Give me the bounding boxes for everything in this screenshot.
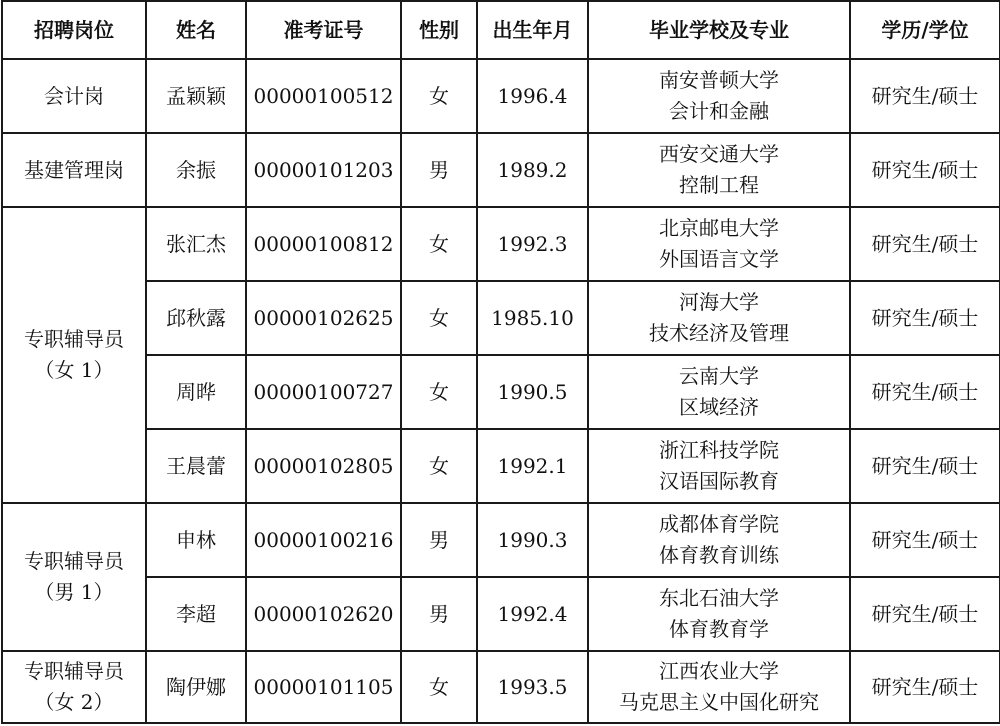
degree-cell: 研究生/硕士 bbox=[850, 503, 1000, 577]
position-cell bbox=[2, 133, 146, 207]
school-line: 成都体育学院 bbox=[659, 512, 779, 536]
header-degree: 学历/学位 bbox=[850, 1, 1000, 59]
birth-cell: 1992.4 bbox=[477, 577, 588, 651]
school-line: 云南大学 bbox=[679, 364, 759, 388]
birth-cell: 1993.5 bbox=[477, 651, 588, 723]
header-birth: 出生年月 bbox=[477, 1, 588, 59]
table-row bbox=[2, 281, 1000, 355]
school-major-cell bbox=[588, 429, 850, 503]
gender-cell: 女 bbox=[401, 355, 477, 429]
gender-cell: 男 bbox=[401, 503, 477, 577]
exam-id-cell: 00000100512 bbox=[246, 59, 401, 133]
school-line: 江西农业大学 bbox=[659, 659, 779, 683]
major-line: 马克思主义中国化研究 bbox=[619, 690, 819, 714]
gender-cell: 女 bbox=[401, 281, 477, 355]
name-cell: 余振 bbox=[146, 133, 246, 207]
position-line: 会计岗 bbox=[44, 83, 104, 108]
name-cell: 王晨蕾 bbox=[146, 429, 246, 503]
table-row bbox=[2, 651, 1000, 723]
gender-cell: 男 bbox=[401, 133, 477, 207]
degree-cell: 研究生/硕士 bbox=[850, 651, 1000, 723]
exam-id-cell: 00000102805 bbox=[246, 429, 401, 503]
degree-cell: 研究生/硕士 bbox=[850, 59, 1000, 133]
position-line: （男 1） bbox=[34, 580, 114, 604]
exam-id-cell: 00000100812 bbox=[246, 207, 401, 281]
school-line: 东北石油大学 bbox=[659, 586, 779, 610]
gender-cell: 女 bbox=[401, 429, 477, 503]
position-cell bbox=[2, 503, 146, 651]
degree-cell: 研究生/硕士 bbox=[850, 429, 1000, 503]
major-line: 体育教育学 bbox=[669, 617, 769, 641]
major-line: 汉语国际教育 bbox=[659, 469, 779, 493]
gender-cell: 女 bbox=[401, 651, 477, 723]
header-position: 招聘岗位 bbox=[2, 1, 146, 59]
header-school-major: 毕业学校及专业 bbox=[588, 1, 850, 59]
birth-cell: 1992.3 bbox=[477, 207, 588, 281]
name-cell: 张汇杰 bbox=[146, 207, 246, 281]
school-major-cell bbox=[588, 355, 850, 429]
name-cell: 孟颖颖 bbox=[146, 59, 246, 133]
birth-cell: 1996.4 bbox=[477, 59, 588, 133]
degree-cell: 研究生/硕士 bbox=[850, 281, 1000, 355]
table-row bbox=[2, 207, 1000, 281]
position-line: 专职辅导员 bbox=[24, 659, 124, 683]
table-row bbox=[2, 355, 1000, 429]
position-line: 专职辅导员 bbox=[24, 327, 124, 351]
exam-id-cell: 00000101203 bbox=[246, 133, 401, 207]
major-line: 技术经济及管理 bbox=[649, 321, 789, 345]
position-cell bbox=[2, 207, 146, 503]
degree-cell: 研究生/硕士 bbox=[850, 577, 1000, 651]
name-cell: 申林 bbox=[146, 503, 246, 577]
position-line: （女 2） bbox=[34, 690, 114, 714]
degree-cell: 研究生/硕士 bbox=[850, 355, 1000, 429]
school-line: 北京邮电大学 bbox=[659, 216, 779, 240]
school-major-cell bbox=[588, 503, 850, 577]
school-line: 西安交通大学 bbox=[659, 142, 779, 166]
major-line: 外国语言文学 bbox=[659, 247, 779, 271]
exam-id-cell: 00000102620 bbox=[246, 577, 401, 651]
position-line: （女 1） bbox=[34, 358, 114, 382]
birth-cell: 1989.2 bbox=[477, 133, 588, 207]
birth-cell: 1992.1 bbox=[477, 429, 588, 503]
school-line: 南安普顿大学 bbox=[659, 68, 779, 92]
degree-cell: 研究生/硕士 bbox=[850, 133, 1000, 207]
table-row bbox=[2, 59, 1000, 133]
birth-cell: 1985.10 bbox=[477, 281, 588, 355]
gender-cell: 女 bbox=[401, 207, 477, 281]
position-line: 基建管理岗 bbox=[24, 157, 124, 182]
school-major-cell bbox=[588, 133, 850, 207]
school-line: 河海大学 bbox=[679, 290, 759, 314]
header-row bbox=[2, 1, 1000, 59]
major-line: 区域经济 bbox=[679, 395, 759, 419]
name-cell: 李超 bbox=[146, 577, 246, 651]
exam-id-cell: 00000101105 bbox=[246, 651, 401, 723]
major-line: 体育教育训练 bbox=[659, 543, 779, 567]
exam-id-cell: 00000100727 bbox=[246, 355, 401, 429]
school-major-cell bbox=[588, 281, 850, 355]
position-cell bbox=[2, 651, 146, 723]
exam-id-cell: 00000100216 bbox=[246, 503, 401, 577]
gender-cell: 男 bbox=[401, 577, 477, 651]
position-line: 专职辅导员 bbox=[24, 549, 124, 573]
position-cell bbox=[2, 59, 146, 133]
gender-cell: 女 bbox=[401, 59, 477, 133]
name-cell: 周晔 bbox=[146, 355, 246, 429]
exam-id-cell: 00000102625 bbox=[246, 281, 401, 355]
school-major-cell bbox=[588, 59, 850, 133]
major-line: 控制工程 bbox=[679, 173, 759, 197]
school-major-cell bbox=[588, 207, 850, 281]
table-row bbox=[2, 133, 1000, 207]
header-exam-id: 准考证号 bbox=[246, 1, 401, 59]
school-major-cell bbox=[588, 651, 850, 723]
table-row bbox=[2, 577, 1000, 651]
candidate-table bbox=[1, 0, 1000, 724]
school-line: 浙江科技学院 bbox=[659, 438, 779, 462]
table-row bbox=[2, 503, 1000, 577]
header-gender: 性别 bbox=[401, 1, 477, 59]
school-major-cell bbox=[588, 577, 850, 651]
header-name: 姓名 bbox=[146, 1, 246, 59]
major-line: 会计和金融 bbox=[669, 99, 769, 123]
birth-cell: 1990.5 bbox=[477, 355, 588, 429]
name-cell: 邱秋露 bbox=[146, 281, 246, 355]
table-row bbox=[2, 429, 1000, 503]
birth-cell: 1990.3 bbox=[477, 503, 588, 577]
degree-cell: 研究生/硕士 bbox=[850, 207, 1000, 281]
name-cell: 陶伊娜 bbox=[146, 651, 246, 723]
